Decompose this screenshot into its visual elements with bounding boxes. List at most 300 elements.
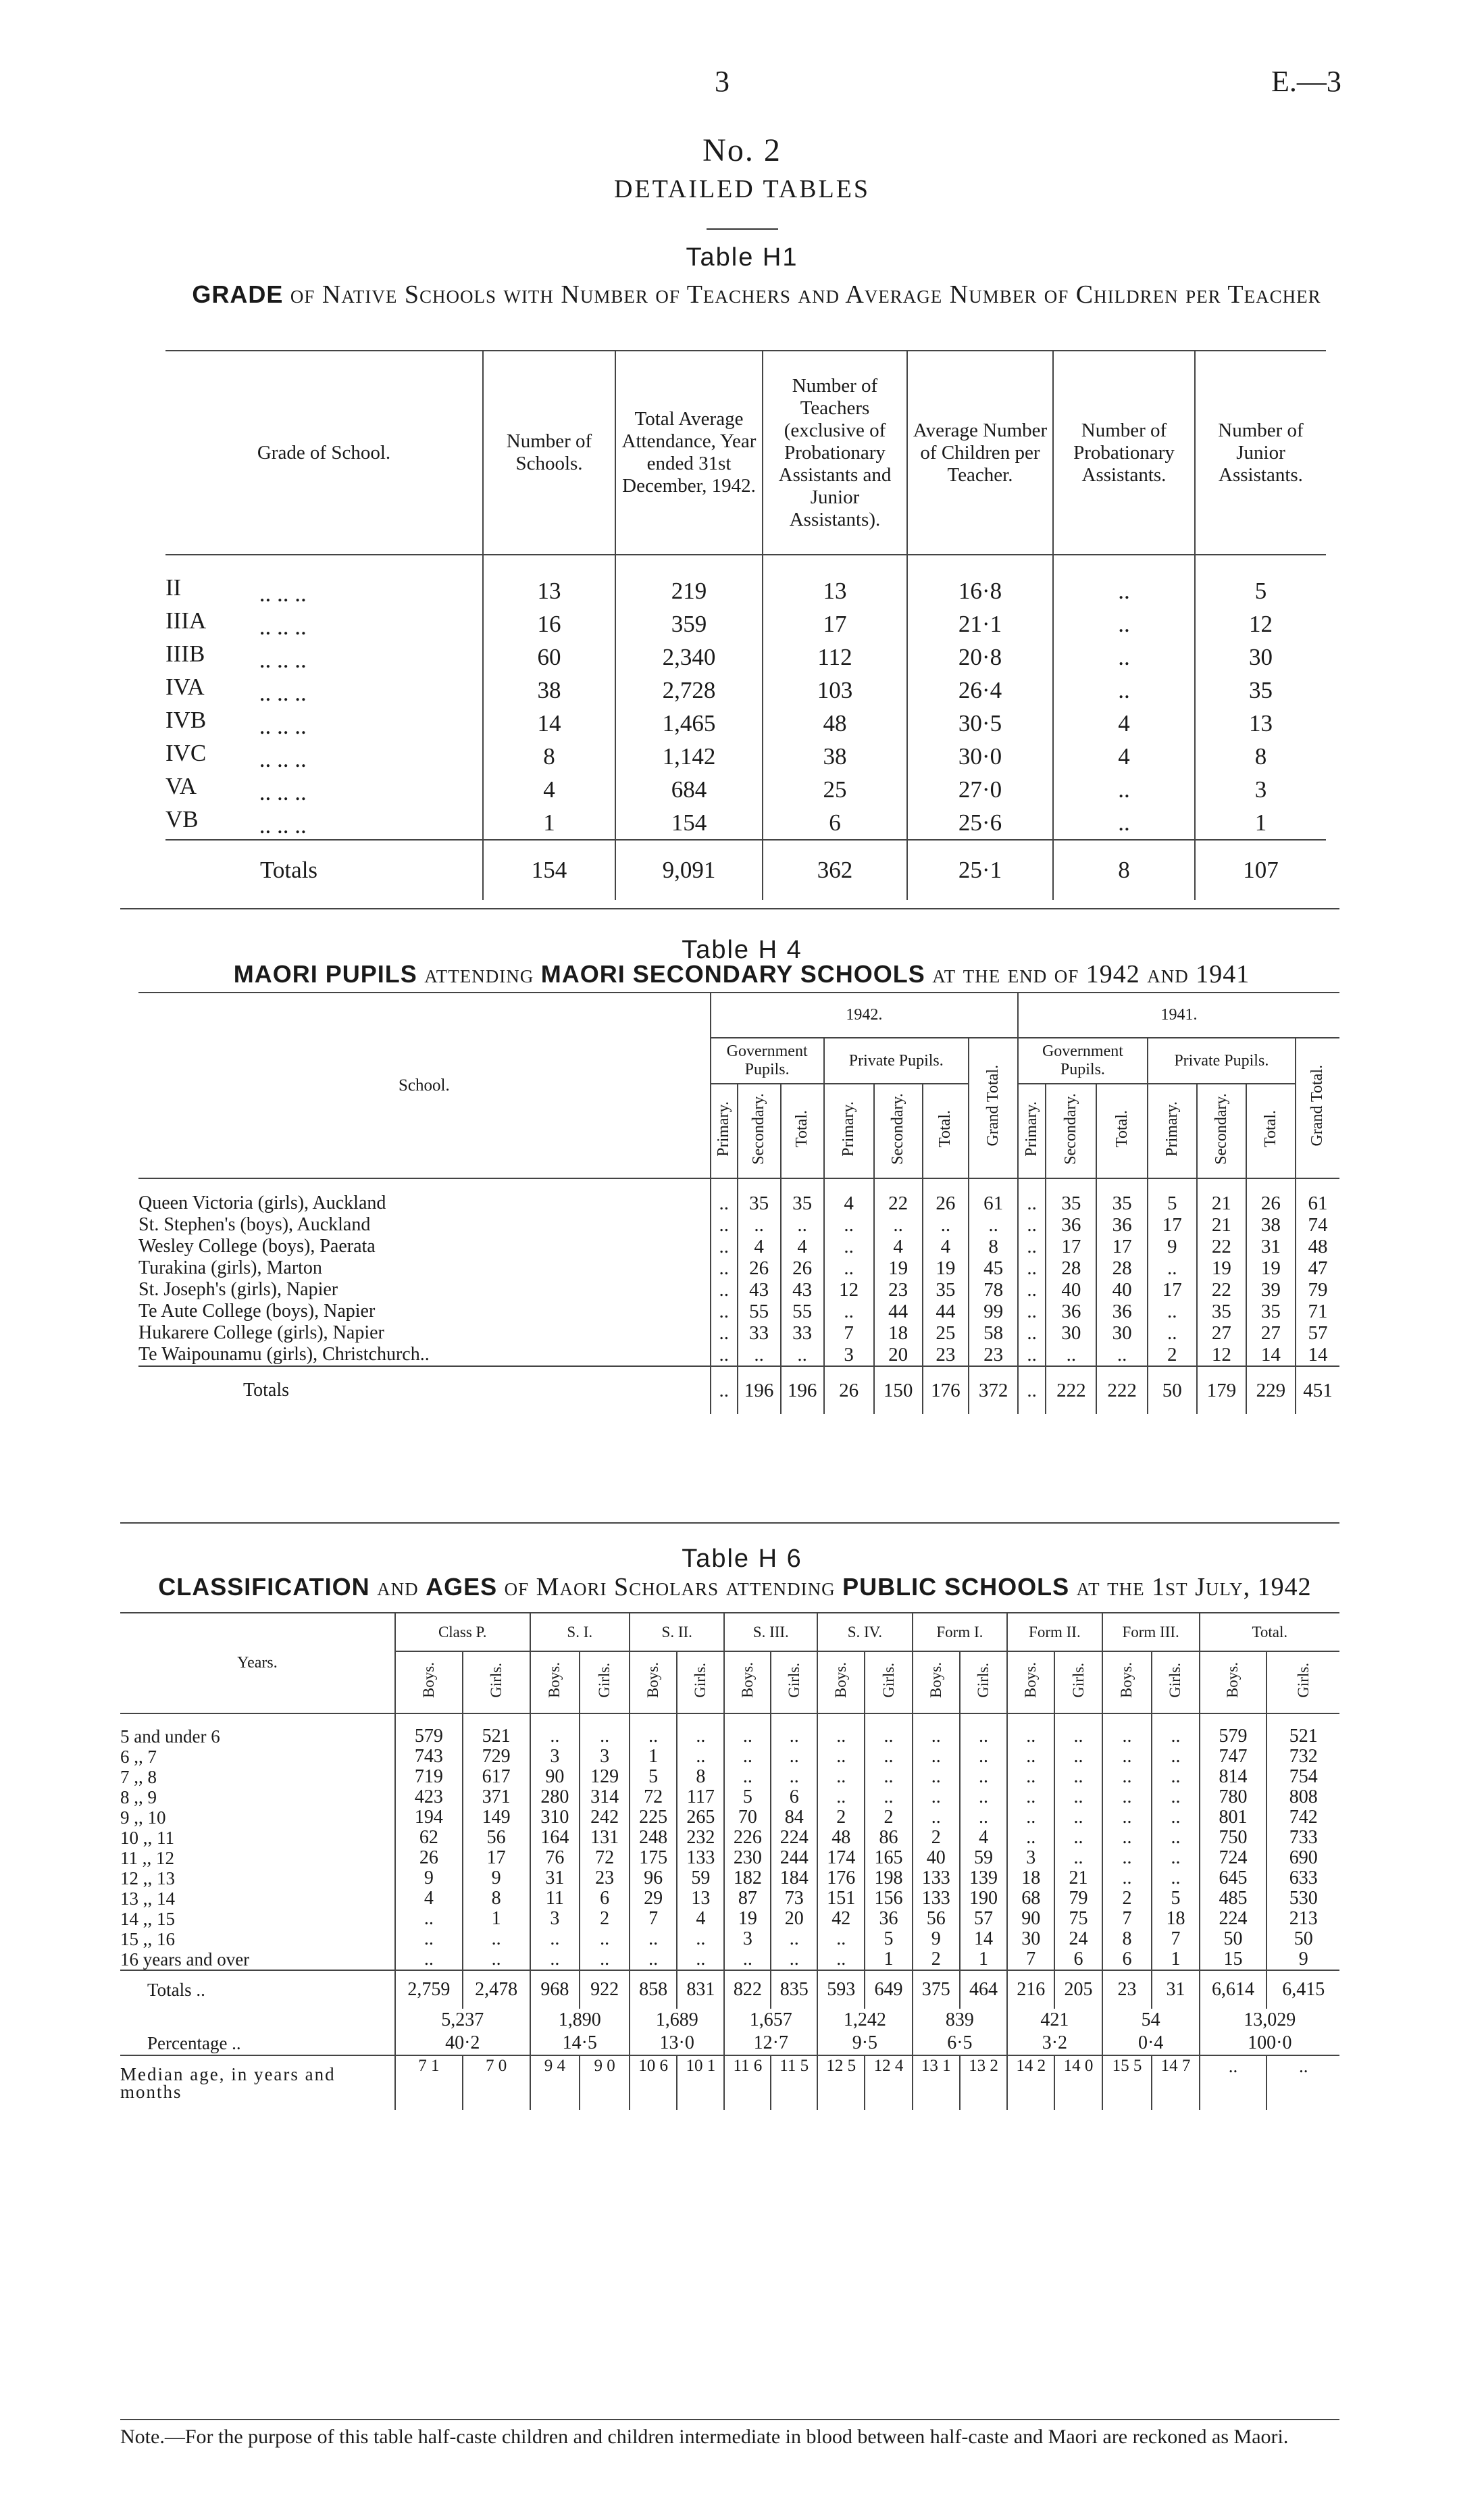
value-cell: ..	[1152, 1848, 1199, 1868]
median-months: 4	[894, 2057, 904, 2075]
value-cell: ..	[1053, 607, 1195, 641]
total-cell: 6,614	[1200, 1970, 1267, 2009]
value-cell: 2,728	[615, 674, 763, 707]
value-cell: 18	[874, 1322, 923, 1344]
percentage-value: 12·7	[724, 2032, 817, 2055]
totals-row	[120, 1970, 1339, 2009]
value-cell: 8	[677, 1767, 724, 1787]
header-text: Girls.	[975, 1663, 992, 1698]
value-cell: 175	[630, 1848, 677, 1868]
combined-total: 1,890	[530, 2009, 630, 2032]
median-years: 9	[544, 2057, 553, 2075]
value-cell: 75	[1054, 1909, 1102, 1929]
value-cell: 36	[1096, 1214, 1147, 1236]
leader-dots: .. .. ..	[253, 779, 307, 805]
value-cell: 1	[960, 1949, 1007, 1970]
value-cell: ..	[1152, 1767, 1199, 1787]
totals-row	[138, 1366, 1339, 1414]
total-cell: 176	[923, 1366, 969, 1414]
total-cell: 50	[1148, 1366, 1197, 1414]
value-cell: ..	[1102, 1868, 1152, 1888]
value-cell: ..	[771, 1949, 817, 1970]
total-cell: 649	[865, 1970, 912, 2009]
value-cell: 1	[865, 1949, 912, 1970]
combined-total: 1,242	[817, 2009, 913, 2032]
value-cell: 50	[1266, 1929, 1339, 1949]
value-cell: 36	[1096, 1301, 1147, 1322]
percentage-value: 6·5	[913, 2032, 1008, 2055]
totals-label: Totals	[165, 840, 483, 900]
value-cell: 6	[1102, 1949, 1152, 1970]
percentage-value: 14·5	[530, 2032, 630, 2055]
median-months: 5	[800, 2057, 809, 2075]
grade-label: IIIA	[165, 607, 207, 634]
age-label: 9 ,, 10	[120, 1807, 166, 1828]
value-cell: ..	[1102, 1828, 1152, 1848]
table-row	[120, 1828, 1339, 1848]
value-cell: 36	[865, 1909, 912, 1929]
age-label: 7 ,, 8	[120, 1767, 157, 1787]
value-cell: ..	[1053, 773, 1195, 806]
median-age-value	[463, 2055, 530, 2110]
value-cell: ..	[1018, 1344, 1046, 1366]
value-cell: 25·6	[907, 806, 1053, 840]
value-cell: ..	[711, 1236, 738, 1257]
totals-label: Totals ..	[120, 1970, 395, 2009]
value-cell: 20	[771, 1909, 817, 1929]
leader-dots: .. .. ..	[253, 580, 307, 607]
value-cell: 7	[630, 1909, 677, 1929]
median-years: 7	[486, 2057, 494, 2075]
percentage-value: 13·0	[630, 2032, 725, 2055]
value-cell: 149	[463, 1807, 530, 1828]
table-h6-caption: CLASSIFICATION and AGES of Maori Scholars attending PUBLIC SCHOOLS at the 1st July, 1942	[158, 1573, 1312, 1601]
value-cell: 7	[1102, 1909, 1152, 1929]
value-cell: 68	[1007, 1888, 1054, 1909]
value-cell: 47	[1296, 1257, 1339, 1279]
leader-dots: .. .. ..	[253, 680, 307, 706]
value-cell: 164	[530, 1828, 580, 1848]
value-cell: 18	[1007, 1868, 1054, 1888]
value-cell: 8	[483, 740, 615, 773]
median-years: 12	[826, 2057, 844, 2075]
header-text: Boys.	[738, 1662, 756, 1699]
value-cell: 4	[960, 1828, 1007, 1848]
value-cell: ..	[463, 1929, 530, 1949]
value-cell: 154	[615, 806, 763, 840]
school-name: Wesley College (boys), Paerata	[138, 1236, 376, 1257]
value-cell: 579	[395, 1713, 463, 1747]
value-cell: 633	[1266, 1868, 1339, 1888]
h4-grand-total-1941: Grand Total.	[1296, 1038, 1339, 1178]
value-cell: 58	[969, 1322, 1018, 1344]
table-row	[138, 1301, 1339, 1322]
empty-label	[120, 2009, 395, 2032]
total-cell: 23	[1102, 1970, 1152, 2009]
median-years: 15	[1112, 2057, 1129, 2075]
h4-sub-total: Total.	[781, 1084, 824, 1178]
value-cell: ..	[1007, 1713, 1054, 1747]
table-row	[120, 1713, 1339, 1747]
table-h4-bottom-rule	[120, 1522, 1339, 1524]
age-label: 6 ,, 7	[120, 1747, 157, 1767]
value-cell: 5	[724, 1787, 771, 1807]
value-cell: 224	[771, 1828, 817, 1848]
table-row	[138, 1344, 1339, 1366]
value-cell: 4	[1053, 707, 1195, 740]
value-cell: ..	[738, 1344, 781, 1366]
median-age-label: Median age, in years and months	[120, 2055, 395, 2110]
value-cell: 26	[738, 1257, 781, 1279]
value-cell: 12	[1195, 607, 1326, 641]
total-cell: 205	[1054, 1970, 1102, 2009]
value-cell: 40	[1096, 1279, 1147, 1301]
h4-sub-primary: Primary.	[1018, 1084, 1046, 1178]
value-cell: ..	[1054, 1848, 1102, 1868]
value-cell: 59	[960, 1848, 1007, 1868]
value-cell: ..	[960, 1787, 1007, 1807]
h4-year-1942: 1942.	[711, 993, 1018, 1038]
header-text: Girls.	[1167, 1663, 1184, 1698]
value-cell: ..	[1054, 1767, 1102, 1787]
value-cell: 36	[1046, 1301, 1096, 1322]
value-cell: ..	[724, 1747, 771, 1767]
h4-col-school: School.	[138, 993, 711, 1178]
boys-header	[817, 1651, 865, 1713]
median-age-value: ..	[1200, 2055, 1267, 2110]
value-cell: 742	[1266, 1807, 1339, 1828]
value-cell: 72	[580, 1848, 630, 1868]
value-cell: 57	[960, 1909, 1007, 1929]
boys-header	[530, 1651, 580, 1713]
value-cell: 44	[923, 1301, 969, 1322]
value-cell: ..	[1102, 1787, 1152, 1807]
value-cell: 4	[738, 1236, 781, 1257]
grade-label: VA	[165, 773, 197, 799]
value-cell: ..	[874, 1214, 923, 1236]
h4-sub-primary: Primary.	[1148, 1084, 1197, 1178]
value-cell: ..	[817, 1767, 865, 1787]
value-cell: 9	[463, 1868, 530, 1888]
value-cell: 39	[1246, 1279, 1296, 1301]
h1-col-teachers: Number of Teachers (exclusive of Probationary Assistants and Junior Assistants).	[763, 351, 907, 555]
value-cell: 7	[1007, 1949, 1054, 1970]
value-cell: 9	[395, 1868, 463, 1888]
value-cell: 244	[771, 1848, 817, 1868]
value-cell: 133	[913, 1888, 960, 1909]
percentage-value: 100·0	[1200, 2032, 1339, 2055]
table-h1-name: Table H1	[686, 243, 798, 272]
value-cell: 6	[1054, 1949, 1102, 1970]
value-cell: 17	[1148, 1214, 1197, 1236]
value-cell: 2	[1102, 1888, 1152, 1909]
value-cell: 22	[874, 1178, 923, 1214]
percentage-value: 9·5	[817, 2032, 913, 2055]
value-cell: 1	[1195, 806, 1326, 840]
value-cell: ..	[1018, 1236, 1046, 1257]
value-cell: ..	[1054, 1828, 1102, 1848]
median-months: 2	[1037, 2057, 1046, 2075]
age-label: 5 and under 6	[120, 1726, 220, 1747]
h4-sub-total: Total.	[1096, 1084, 1147, 1178]
age-label: 8 ,, 9	[120, 1787, 157, 1807]
value-cell: 30·0	[907, 740, 1053, 773]
value-cell: ..	[960, 1767, 1007, 1787]
value-cell: 43	[781, 1279, 824, 1301]
combined-total-row	[120, 2009, 1339, 2032]
value-cell: 1,142	[615, 740, 763, 773]
age-label: 16 years and over	[120, 1949, 250, 1970]
h1-col-schools: Number of Schools.	[483, 351, 615, 555]
value-cell: ..	[395, 1949, 463, 1970]
value-cell: 21	[1197, 1178, 1246, 1214]
total-cell: 25·1	[907, 840, 1053, 900]
section-number: No. 2	[702, 132, 782, 168]
girls-header	[865, 1651, 912, 1713]
total-cell: 222	[1096, 1366, 1147, 1414]
combined-total: 13,029	[1200, 2009, 1339, 2032]
value-cell: ..	[1152, 1747, 1199, 1767]
table-row	[138, 1322, 1339, 1344]
value-cell: 4	[874, 1236, 923, 1257]
value-cell: ..	[724, 1713, 771, 1747]
median-years: 7	[418, 2057, 427, 2075]
value-cell: ..	[677, 1713, 724, 1747]
value-cell: ..	[1152, 1713, 1199, 1747]
combined-total: 839	[913, 2009, 1008, 2032]
total-cell: 831	[677, 1970, 724, 2009]
value-cell: 27	[1197, 1322, 1246, 1344]
value-cell: 17	[763, 607, 907, 641]
total-cell: 451	[1296, 1366, 1339, 1414]
girls-header	[1054, 1651, 1102, 1713]
value-cell: 617	[463, 1767, 530, 1787]
value-cell: 21·1	[907, 607, 1053, 641]
value-cell: ..	[1053, 641, 1195, 674]
h4-sub-primary: Primary.	[711, 1084, 738, 1178]
value-cell: 2	[1148, 1344, 1197, 1366]
value-cell: 3	[530, 1747, 580, 1767]
percentage-value: 3·2	[1007, 2032, 1102, 2055]
value-cell: 35	[738, 1178, 781, 1214]
value-cell: 23	[923, 1344, 969, 1366]
table-row	[138, 1236, 1339, 1257]
value-cell: ..	[530, 1949, 580, 1970]
value-cell: ..	[724, 1767, 771, 1787]
header-text: Girls.	[487, 1663, 505, 1698]
value-cell: 71	[1296, 1301, 1339, 1322]
header-text: Boys.	[832, 1662, 850, 1699]
value-cell: 30	[1046, 1322, 1096, 1344]
total-cell: 822	[724, 1970, 771, 2009]
table-row	[138, 1178, 1339, 1214]
value-cell: 684	[615, 773, 763, 806]
median-age-value	[395, 2055, 463, 2110]
table-row	[165, 740, 1326, 773]
girls-header	[463, 1651, 530, 1713]
value-cell: ..	[817, 1949, 865, 1970]
value-cell: 19	[923, 1257, 969, 1279]
value-cell: 16	[483, 607, 615, 641]
h4-group-priv-1941: Private Pupils.	[1148, 1038, 1296, 1084]
percentage-value: 40·2	[395, 2032, 530, 2055]
median-months: 2	[990, 2057, 998, 2075]
value-cell: ..	[395, 1929, 463, 1949]
value-cell: ..	[1148, 1322, 1197, 1344]
value-cell: 808	[1266, 1787, 1339, 1807]
grade-cell	[165, 674, 483, 707]
median-months: 0	[1084, 2057, 1094, 2075]
header-text: Girls.	[879, 1663, 897, 1698]
value-cell: 724	[1200, 1848, 1267, 1868]
value-cell: 25	[923, 1322, 969, 1344]
value-cell: 4	[1053, 740, 1195, 773]
value-cell: 19	[1197, 1257, 1246, 1279]
leader-dots: .. .. ..	[253, 746, 307, 772]
value-cell: 194	[395, 1807, 463, 1828]
value-cell: ..	[1152, 1787, 1199, 1807]
value-cell: ..	[771, 1767, 817, 1787]
leader-dots: .. .. ..	[253, 713, 307, 739]
section-title: DETAILED TABLES	[613, 175, 871, 203]
total-cell: 593	[817, 1970, 865, 2009]
age-label: 10 ,, 11	[120, 1828, 174, 1848]
girls-header	[771, 1651, 817, 1713]
value-cell: ..	[1018, 1214, 1046, 1236]
value-cell: 780	[1200, 1787, 1267, 1807]
value-cell: ..	[781, 1344, 824, 1366]
value-cell: ..	[1053, 674, 1195, 707]
value-cell: 42	[817, 1909, 865, 1929]
value-cell: 60	[483, 641, 615, 674]
total-cell: 2,759	[395, 1970, 463, 2009]
value-cell: ..	[771, 1929, 817, 1949]
median-years: 13	[969, 2057, 986, 2075]
header-text: Girls.	[1069, 1663, 1087, 1698]
value-cell: 90	[1007, 1909, 1054, 1929]
value-cell: 35	[781, 1178, 824, 1214]
median-years: 14	[1016, 2057, 1033, 2075]
value-cell: ..	[711, 1214, 738, 1236]
h6-form-3: Form III.	[1102, 1613, 1200, 1651]
value-cell: 30	[1096, 1322, 1147, 1344]
table-h6-note: Note.—For the purpose of this table half-caste children and children intermediate in blood between half-caste and Maori are reckoned as Maori.	[120, 2426, 1289, 2448]
median-months: 5	[847, 2057, 856, 2075]
median-months: 7	[1181, 2057, 1191, 2075]
value-cell: ..	[580, 1929, 630, 1949]
value-cell: 38	[1246, 1214, 1296, 1236]
leader-dots: .. .. ..	[253, 613, 307, 640]
value-cell: 4	[395, 1888, 463, 1909]
school-name: St. Joseph's (girls), Napier	[138, 1279, 338, 1300]
h4-sub-secondary: Secondary.	[1046, 1084, 1096, 1178]
median-months: 1	[707, 2057, 716, 2075]
value-cell: 14	[1296, 1344, 1339, 1366]
leader-dots: .. .. ..	[253, 812, 307, 838]
value-cell: ..	[817, 1713, 865, 1747]
total-cell: 858	[630, 1970, 677, 2009]
value-cell: ..	[711, 1257, 738, 1279]
value-cell: 22	[1197, 1236, 1246, 1257]
value-cell: 530	[1266, 1888, 1339, 1909]
value-cell: 26	[923, 1178, 969, 1214]
value-cell: 485	[1200, 1888, 1267, 1909]
total-cell: 2,478	[463, 1970, 530, 2009]
value-cell: 13	[763, 555, 907, 607]
value-cell: ..	[1148, 1257, 1197, 1279]
value-cell: ..	[630, 1713, 677, 1747]
total-cell: 375	[913, 1970, 960, 2009]
value-cell: ..	[1007, 1747, 1054, 1767]
value-cell: 7	[824, 1322, 874, 1344]
value-cell: ..	[1102, 1713, 1152, 1747]
boys-header	[724, 1651, 771, 1713]
header-text: Boys.	[644, 1662, 662, 1699]
value-cell: ..	[1148, 1301, 1197, 1322]
value-cell: 12	[1197, 1344, 1246, 1366]
value-cell: ..	[1102, 1747, 1152, 1767]
value-cell: 2	[913, 1949, 960, 1970]
table-h4	[138, 993, 1339, 1414]
totals-label: Totals	[138, 1366, 711, 1414]
h4-sub-secondary: Secondary.	[1197, 1084, 1246, 1178]
value-cell: 18	[1152, 1909, 1199, 1929]
value-cell: 36	[1046, 1214, 1096, 1236]
grade-cell	[165, 806, 483, 840]
value-cell: 230	[724, 1848, 771, 1868]
value-cell: 747	[1200, 1747, 1267, 1767]
header-text: Girls.	[1294, 1663, 1312, 1698]
value-cell: 24	[1054, 1929, 1102, 1949]
value-cell: 645	[1200, 1868, 1267, 1888]
value-cell: 17	[1096, 1236, 1147, 1257]
value-cell: 70	[724, 1807, 771, 1828]
value-cell: 2	[580, 1909, 630, 1929]
grade-cell	[165, 707, 483, 740]
median-months: 6	[659, 2057, 668, 2075]
value-cell: 48	[763, 707, 907, 740]
total-cell: ..	[1018, 1366, 1046, 1414]
header-text: Boys.	[927, 1662, 944, 1699]
total-cell: 107	[1195, 840, 1326, 900]
value-cell: 3	[1007, 1848, 1054, 1868]
value-cell: ..	[1007, 1767, 1054, 1787]
value-cell: 139	[960, 1868, 1007, 1888]
table-h6-name: Table H 6	[682, 1545, 802, 1573]
value-cell: 57	[1296, 1322, 1339, 1344]
value-cell: 33	[781, 1322, 824, 1344]
median-years: 10	[686, 2057, 703, 2075]
total-cell: 372	[969, 1366, 1018, 1414]
value-cell: 242	[580, 1807, 630, 1828]
median-age-value	[865, 2055, 912, 2110]
value-cell: ..	[1054, 1807, 1102, 1828]
value-cell: 16·8	[907, 555, 1053, 607]
value-cell: 3	[580, 1747, 630, 1767]
value-cell: 219	[615, 555, 763, 607]
median-age-value	[1102, 2055, 1152, 2110]
value-cell: 55	[781, 1301, 824, 1322]
value-cell: 232	[677, 1828, 724, 1848]
value-cell: 3	[1195, 773, 1326, 806]
h6-form-1: Form I.	[913, 1613, 1008, 1651]
median-months: 4	[557, 2057, 566, 2075]
value-cell: 78	[969, 1279, 1018, 1301]
total-cell: ..	[711, 1366, 738, 1414]
median-months: 5	[1133, 2057, 1142, 2075]
h6-class-s3: S. III.	[724, 1613, 817, 1651]
value-cell: 50	[1200, 1929, 1267, 1949]
